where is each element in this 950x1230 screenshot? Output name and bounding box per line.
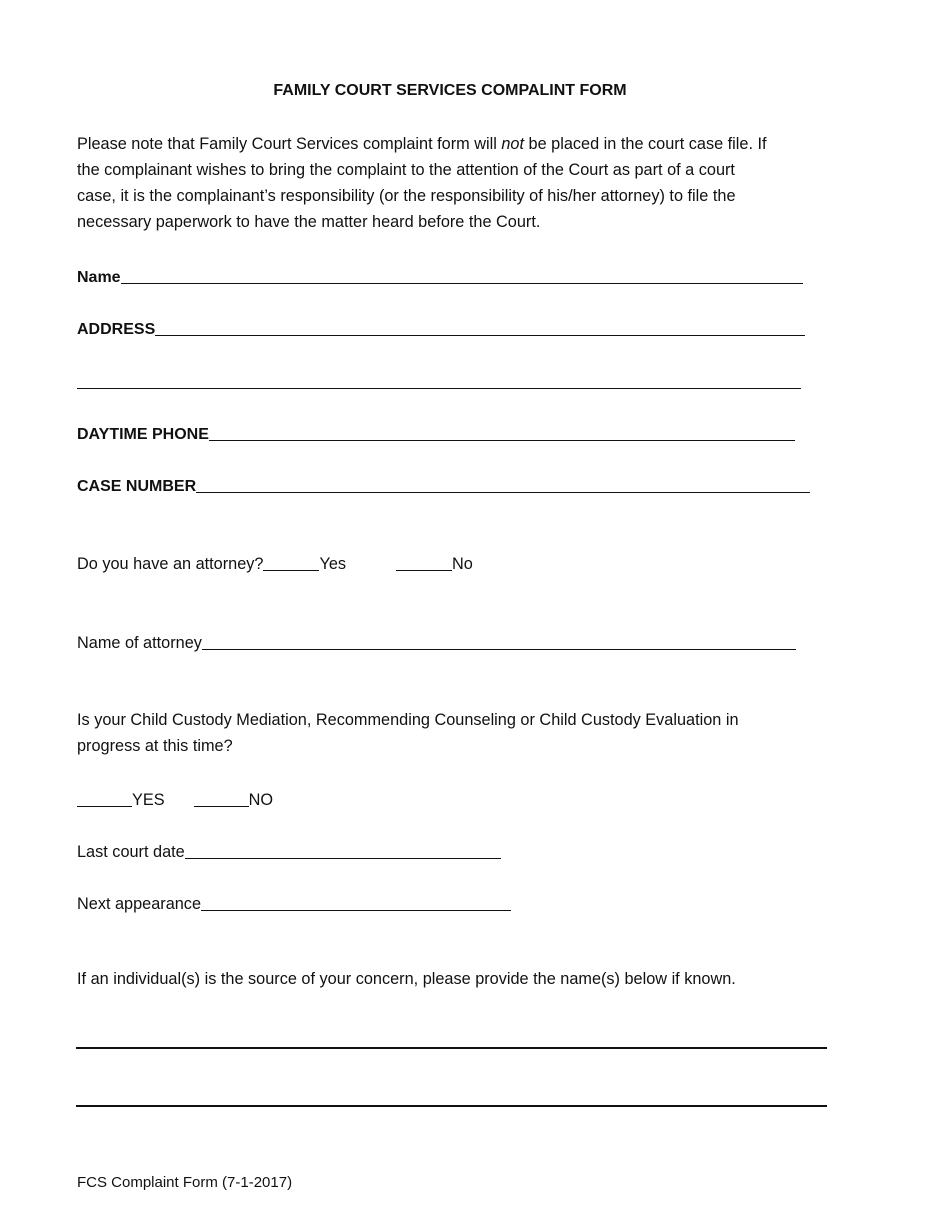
- next-appearance-row: [77, 892, 511, 914]
- attorney-question-row: [77, 552, 473, 574]
- name-field[interactable]: [121, 283, 803, 284]
- individual-name-line-1[interactable]: [76, 1047, 827, 1049]
- last-court-date-label: Last court date: [77, 843, 185, 861]
- name-field-row: [77, 265, 803, 287]
- attorney-yes-label: Yes: [319, 555, 347, 573]
- address-field-row: [77, 317, 805, 339]
- next-appearance-label: Next appearance: [77, 895, 202, 913]
- attorney-question: Do you have an attorney?: [77, 555, 264, 573]
- last-court-date-row: [77, 840, 501, 862]
- next-appearance-field[interactable]: [201, 910, 511, 911]
- intro-emphasis: not: [501, 135, 525, 153]
- mediation-question: [77, 707, 739, 759]
- daytime-phone-field[interactable]: [209, 440, 795, 441]
- daytime-phone-field-row: [77, 422, 795, 444]
- intro-line-2: the complainant wishes to bring the complaint to the attention of the Court as part of a court: [77, 161, 735, 179]
- address-label: ADDRESS: [77, 321, 156, 338]
- address-field-row-2: [77, 370, 801, 392]
- address-field-line-1[interactable]: [155, 335, 805, 336]
- attorney-no-blank[interactable]: [396, 570, 452, 571]
- attorney-name-row: [77, 631, 796, 653]
- case-number-field[interactable]: [196, 492, 810, 493]
- intro-line-4: necessary paperwork to have the matter heard before the Court.: [77, 213, 541, 231]
- attorney-no-label: No: [452, 555, 473, 573]
- intro-line-3: case, it is the complainant’s responsibility (or the responsibility of his/her attorney) to file the: [77, 187, 736, 205]
- attorney-name-label: Name of attorney: [77, 634, 202, 652]
- intro-paragraph: [77, 131, 817, 235]
- mediation-no-label: NO: [248, 791, 274, 809]
- form-footer: FCS Complaint Form (7-1-2017): [77, 1174, 293, 1191]
- mediation-yes-blank[interactable]: [77, 806, 132, 807]
- name-label: Name: [77, 269, 121, 286]
- attorney-yes-blank[interactable]: [263, 570, 319, 571]
- mediation-question-line-1: Is your Child Custody Mediation, Recommending Counseling or Child Custody Evaluation in: [77, 711, 739, 729]
- form-title: FAMILY COURT SERVICES COMPALINT FORM: [273, 82, 627, 99]
- attorney-name-field[interactable]: [202, 649, 796, 650]
- intro-line-1: Please note that Family Court Services complaint form will not be placed in the court case file. If: [77, 135, 767, 153]
- last-court-date-field[interactable]: [185, 858, 501, 859]
- individual-prompt: If an individual(s) is the source of your concern, please provide the name(s) below if known.: [77, 970, 736, 988]
- case-number-field-row: [77, 474, 810, 496]
- daytime-phone-label: DAYTIME PHONE: [77, 426, 209, 443]
- mediation-answer-row: [77, 788, 273, 810]
- individual-name-line-2[interactable]: [76, 1105, 827, 1107]
- address-field-line-2[interactable]: [77, 388, 801, 389]
- mediation-no-blank[interactable]: [194, 806, 249, 807]
- mediation-yes-label: YES: [132, 791, 165, 809]
- case-number-label: CASE NUMBER: [77, 478, 197, 495]
- mediation-question-line-2: progress at this time?: [77, 737, 233, 755]
